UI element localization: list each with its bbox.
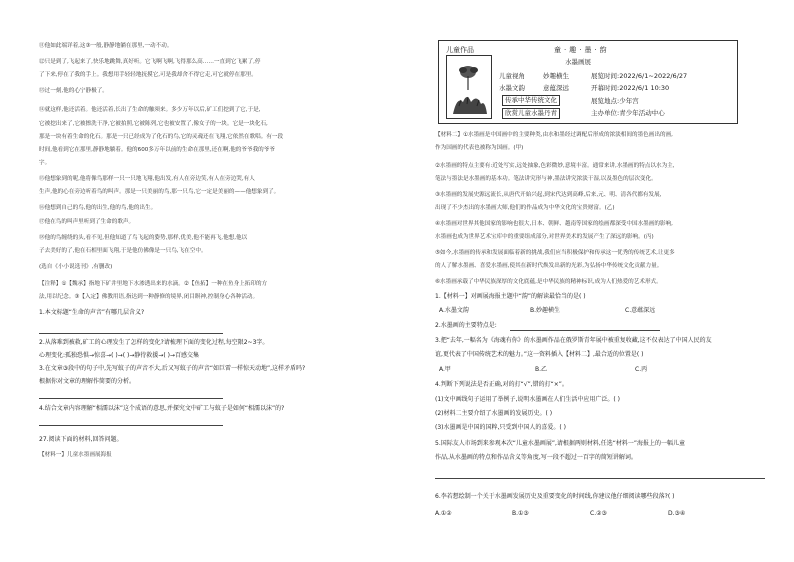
question-4: 4.结合文章内容理解“相濡以沫”这个成语的意思,并探究文中矿工与蚊子是如何“相濡以沫”的?: [39, 405, 285, 412]
text-line: ⑮他想象到的呢,他将像鸟那样一只一只地飞翔,他出发,有人在旁边笑,有人在旁边哭,有人: [39, 176, 255, 182]
poster-slogan-box: 传承中华传统文化: [502, 95, 560, 106]
option-a[interactable]: A.甲: [439, 366, 451, 373]
text-line: ⑫只是到了,飞起来了,快乐地跳舞,真好听。它飞啊飞啊,飞得那么高……一直到它飞累了,停: [39, 59, 261, 65]
text-line: 作为国画的代表也被称为国画。(甲): [435, 145, 524, 151]
question-2: 2.水墨画的主要特点是:: [435, 322, 497, 329]
poster-header: 儿童作品: [446, 46, 474, 54]
option-d[interactable]: D.③④: [668, 510, 686, 517]
answer-line[interactable]: [39, 398, 223, 399]
option-a[interactable]: A.①②: [435, 510, 452, 517]
poster-opening: 开幕时间:2022/6/1 10:30: [591, 84, 670, 92]
text-line: 笔法与墨法是水墨画的基本功。笔法讲究形与神,墨法讲究浓淡干湿,以及墨色的层次变化。: [435, 176, 657, 182]
text-line: ⑤如今,水墨画的传承和发展面临着新的挑战,我们应当积极保护和传承这一优秀的传统艺术,让更多: [435, 250, 675, 256]
question-5-cont: 作品,从水墨画的特点和作品含义等角度,写一段不超过一百字的简短讲解词。: [435, 454, 637, 461]
source-note: (选自《小小说选刊》,有删改): [39, 264, 113, 270]
exhibition-poster: [438, 40, 738, 124]
judgement-item: (2)材料二主要介绍了水墨画的发展历史。( ): [435, 410, 553, 417]
text-line: ⑱他的鸟缠绕的头,看不见,但他知道了鸟飞起的姿势,那样,优美,他不能再飞,他想,他以: [39, 235, 248, 241]
text-line: ⑭就这样,他还活着。他还活着,长出了生命的触须来。多少万年以后,矿工们挖到了它,于是,: [39, 107, 261, 113]
answer-line[interactable]: [39, 425, 223, 426]
material-1-label: 【材料一】儿童水墨画展海报: [39, 452, 112, 458]
option-c[interactable]: C.意蕴深远: [625, 307, 656, 314]
poster-slogan-box: 欣赏儿童水墨丹青: [502, 108, 560, 119]
answer-line[interactable]: [435, 478, 765, 479]
question-3: 3.把“去年,一幅名为《海魂有你》的水墨画作品在俄罗斯青年展中被重复收藏,这不仅表达了中国人民的友: [435, 337, 712, 344]
text-line: 生声,他的心在旁边听着鸟的叫声。那是一只美丽的鸟,那一只鸟,它一定是美丽的——他想象到了。: [39, 189, 280, 195]
text-line: ⑬过一刻,他的心宁静极了。: [39, 88, 108, 94]
poster-phrase: 儿童视角: [499, 72, 525, 80]
text-line: 那是一块有着生命的化石。那是一只已经成为了化石的鸟,它的灵魂还在飞翔,它依然在歌唱。有一段: [39, 134, 284, 140]
poster-place: 展览地点:少年宫: [591, 97, 639, 105]
text-line: ⑪他如此端详着,这③一般,静静地躺在那里,一动不动。: [39, 43, 173, 49]
option-c[interactable]: C.②③: [590, 510, 607, 517]
question-1: 1.本文标题“生命的声音”有哪几层含义?: [39, 309, 145, 316]
text-line: 字。: [39, 160, 51, 166]
annotation-line: 【注释】①【魏承】指地下矿井里地下水渗透出来的水滴。②【鱼拓】一种在鱼身上拓印的方: [39, 281, 268, 287]
text-line: 它被挖出来了,它被擦洗干净,它被拍照,它被陈列,它也被安置了,像女子的一块。它是一块化石,: [39, 121, 268, 127]
question-2: 2.从落难到被救,矿工的心理发生了怎样的变化?请梳理下面的变化过程,每空限2~3字。: [39, 339, 269, 346]
text-line: ⑯他想到自己的鸟,他的出生,他的鸟,他的出生。: [39, 205, 157, 211]
poster-subtitle: 水墨画展: [565, 58, 591, 66]
option-b[interactable]: B.妙趣横生: [530, 307, 561, 314]
text-line: 子去美好的了,他在石相里面飞翔,于是他仿佛像是一只鸟,飞在空中。: [39, 248, 207, 254]
judgement-item: (3)水墨画是中国的国粹,只受到中国人的喜爱。( ): [435, 424, 566, 431]
poster-phrase: 意蕴深远: [543, 84, 569, 92]
poster-phrase: 水墨文韵: [499, 84, 525, 92]
text-line: 水墨画也成为世界艺术宝库中的重要组成部分,对世界美术的发展产生了深远的影响。(丙): [435, 234, 654, 240]
option-b[interactable]: B.乙: [535, 366, 548, 373]
text-line: 的人了解水墨画、喜爱水墨画,使其在新时代焕发出新的光彩,为弘扬中华传统文化贡献力量。: [435, 263, 663, 269]
text-line: ④水墨画对世界其他国家的影响也很大,日本、朝鲜、越南等国家的绘画都深受中国水墨画的影响,: [435, 221, 673, 227]
poster-image: [446, 55, 492, 119]
ink-painting-icon: [447, 56, 491, 118]
text-line: 了下来,停在了我的手上。我想用手轻轻地抚摸它,可是我却舍不得它走,可它就停在那里。: [39, 72, 257, 78]
answer-line[interactable]: [510, 330, 660, 331]
text-line: ⑥水墨画承载了中华民族深厚的文化底蕴,是中华民族的精神标识,成为人们热爱的艺术形式。: [435, 279, 662, 285]
question-3: 3.在文章③段中的句子中,先写蚊子的声音不大,后又写蚊子的声音“如巨雷一样惊天动地”,这样矛盾吗?: [39, 365, 306, 372]
poster-title: 童·趣·墨·韵: [554, 46, 610, 54]
question-2-fill: 心理变化:孤独恐惧→惊喜→( )→( )→静待救援→( )→百感交集: [39, 352, 199, 359]
answer-line[interactable]: [39, 333, 223, 334]
text-line: 出现了不少杰出的水墨画大师,他们的作品成为中华文化的宝贵财富。(乙): [435, 205, 615, 211]
option-b[interactable]: B.①③: [512, 510, 529, 517]
poster-phrase: 妙趣横生: [543, 72, 569, 80]
text-line: ③水墨画的发展史源远流长,从唐代开始兴起,到宋代达到高峰,后来,元、明、清各代都有发展,: [435, 192, 662, 198]
poster-time: 展览时间:2022/6/1~2022/6/27: [591, 72, 688, 80]
option-c[interactable]: C.丙: [635, 366, 648, 373]
question-1: 1.【材料一】对画展海报主题中“韵”的解读最恰当的是( ): [435, 293, 586, 300]
question-4: 4.判断下列说法是否正确,对的打“√”,错的打“×”。: [435, 381, 568, 388]
question-5: 5.国际友人市场到来参观本次“儿童水墨画展”,请根据两则材料,任选“材料一”海报上的一幅儿童: [435, 440, 685, 447]
text-line: ②水墨画的特点主要有:近处写实,远处抽象,色彩微妙,意境丰富。通常来讲,水墨画的特点以水为主,: [435, 163, 675, 169]
question-3-cont: 根据你对文章的理解作简要的分析。: [39, 378, 136, 385]
annotation-line: 法,用以纪念。③【入定】佛教用语,指达到一种静修的境界,闭目瞑神,控制身心各种活动。: [39, 294, 259, 300]
question-3-cont: 谊,更代表了中国传统艺术的魅力。”这一资料插入【材料二】,最合适的位置是( ): [435, 351, 644, 358]
poster-organizer: 主办单位:青少年活动中心: [591, 109, 665, 117]
question-6: 6.李若想绘制一个关于水墨画发展历史及重要变化的时间线,你建议他仔细阅读哪些段落?( ): [435, 493, 675, 500]
text-line: ⑰他在鸟的叫声里听到了生命的歌声。: [39, 219, 135, 225]
judgement-item: (1)文中画线句子运用了举例子,说明水墨画在人们生活中应用广泛。( ): [435, 396, 620, 403]
text-line: 时间,他看到它在那里,静静地躺着。他的600多万年以前的生命在那里,还在啊,他的爷爷我的爷爷: [39, 147, 275, 153]
question-27: 27.阅读下面的材料,回答问题。: [39, 436, 123, 443]
option-a[interactable]: A.水墨文韵: [439, 307, 469, 314]
text-line: 【材料二】①水墨画是中国画中的主要种类,由水和墨经过调配后形成的浓淡相间的墨色画出的画,: [435, 132, 673, 138]
